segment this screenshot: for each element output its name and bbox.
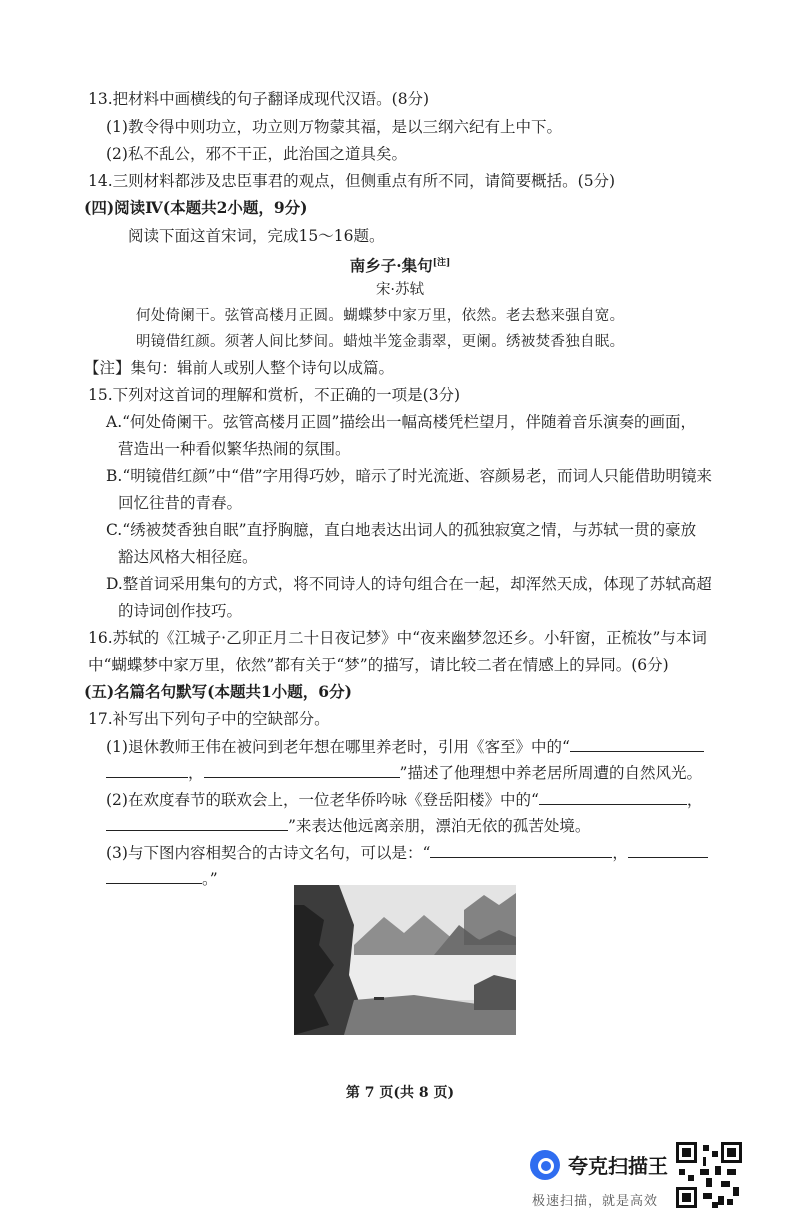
q15-option-a-1: A.“何处倚阑干。弦管高楼月正圆”描绘出一幅高楼凭栏望月，伴随着音乐演奏的画面， xyxy=(106,413,696,431)
q13-title: 13.把材料中画横线的句子翻译成现代汉语。(8分) xyxy=(88,90,430,108)
q17-part2-end: ”来表达他远离亲朋，漂泊无依的孤苦处境。 xyxy=(288,817,591,835)
poem-title-text: 南乡子·集句 xyxy=(349,256,433,276)
scanner-logo-icon xyxy=(530,1150,560,1180)
scanner-watermark xyxy=(520,1140,800,1220)
q17-title: 17.补写出下列句子中的空缺部分。 xyxy=(88,710,330,728)
q15-title: 15.下列对这首词的理解和赏析，不正确的一项是(3分) xyxy=(88,386,461,404)
scanner-slogan: 极速扫描，就是高效 xyxy=(532,1194,659,1209)
q17-part1-blank-1-cont[interactable] xyxy=(106,761,188,778)
q14-title: 14.三则材料都涉及忠臣事君的观点，但侧重点有所不同，请简要概括。(5分) xyxy=(88,172,616,190)
q17-part2-blank-2[interactable] xyxy=(106,814,288,831)
q17-part3-end: 。” xyxy=(202,870,218,888)
q15-option-d-1: D.整首词采用集句的方式，将不同诗人的诗句组合在一起，却浑然天成，体现了苏轼高超 xyxy=(106,575,712,593)
q15-option-c-1: C.“绣被焚香独自眠”直抒胸臆，直白地表达出词人的孤独寂寞之情，与苏轼一贯的豪放 xyxy=(106,521,697,539)
q13-sentence-1: (1)教令得中则功立，功立则万物蒙其福，是以三纲六纪有上中下。 xyxy=(106,118,562,136)
section4-title: (四)阅读Ⅳ(本题共2小题，9分) xyxy=(84,198,308,217)
q17-part2-line1 xyxy=(106,788,702,811)
q17-part3-comma: ， xyxy=(612,844,628,862)
poem-title xyxy=(0,252,800,277)
poem-note-mark: [注] xyxy=(432,258,451,268)
qr-code-icon xyxy=(676,1140,742,1210)
q16-line-1: 16.苏轼的《江城子·乙卯正月二十日夜记梦》中“夜来幽梦忽还乡。小轩窗，正梳妆”与本词 xyxy=(88,629,707,647)
section4-intro: 阅读下面这首宋词，完成15～16题。 xyxy=(128,227,385,245)
q17-part2-prompt: (2)在欢度春节的联欢会上，一位老华侨吟咏《登岳阳楼》中的“ xyxy=(106,791,539,809)
q15-option-a-2: 营造出一种看似繁华热闹的氛围。 xyxy=(118,440,351,458)
q17-part3-blank-1[interactable] xyxy=(430,841,612,858)
q17-part1-blank-1[interactable] xyxy=(570,735,704,752)
q15-option-c-2: 豁达风格大相径庭。 xyxy=(118,548,258,566)
q15-option-d-2: 的诗词创作技巧。 xyxy=(118,602,243,620)
poem-author: 宋·苏轼 xyxy=(375,282,425,298)
poem-line-1: 何处倚阑干。弦管高楼月正圆。蝴蝶梦中家万里，依然。老去愁来强自宽。 xyxy=(136,308,625,324)
page-footer: 第 7 页(共 8 页) xyxy=(345,1085,455,1101)
q17-part1-line1 xyxy=(106,735,704,758)
q17-part1-comma: ， xyxy=(188,764,204,782)
q17-part2-line2 xyxy=(106,814,590,837)
q17-part1-line2 xyxy=(106,761,702,784)
section5-title: (五)名篇名句默写(本题共1小题，6分) xyxy=(84,682,352,701)
q16-line-2: 中“蝴蝶梦中家万里，依然”都有关于“梦”的描写，请比较二者在情感上的异同。(6分) xyxy=(88,656,669,674)
poem-line-2: 明镜借红颜。须著人间比梦间。蜡烛半笼金翡翠，更阑。绣被焚香独自眠。 xyxy=(136,334,625,350)
q17-part3-blank-2[interactable] xyxy=(628,841,708,858)
q15-option-b-2: 回忆往昔的青春。 xyxy=(118,494,243,512)
landscape-painting xyxy=(294,885,516,1035)
q17-part3-line2 xyxy=(106,867,218,890)
q17-part2-blank-1[interactable] xyxy=(539,788,687,805)
q15-option-b-1: B.“明镜借红颜”中“借”字用得巧妙，暗示了时光流逝、容颜易老，而词人只能借助明镜来 xyxy=(106,467,713,485)
q17-part1-prompt: (1)退休教师王伟在被问到老年想在哪里养老时，引用《客至》中的“ xyxy=(106,738,570,756)
q17-part3-prompt: (3)与下图内容相契合的古诗文名句，可以是：“ xyxy=(106,844,431,862)
q17-part3-line1 xyxy=(106,841,708,864)
q13-sentence-2: (2)私不乱公，邪不干正，此治国之道具矣。 xyxy=(106,145,407,163)
q17-part3-blank-2-cont[interactable] xyxy=(106,867,202,884)
scanner-brand: 夸克扫描王 xyxy=(568,1154,668,1178)
q17-part2-comma: ， xyxy=(686,791,703,809)
poem-note: 【注】集句：辑前人或别人整个诗句以成篇。 xyxy=(84,359,395,377)
q17-part1-end: ”描述了他理想中养老居所周遭的自然风光。 xyxy=(399,764,702,782)
q17-part1-blank-2[interactable] xyxy=(204,761,400,778)
